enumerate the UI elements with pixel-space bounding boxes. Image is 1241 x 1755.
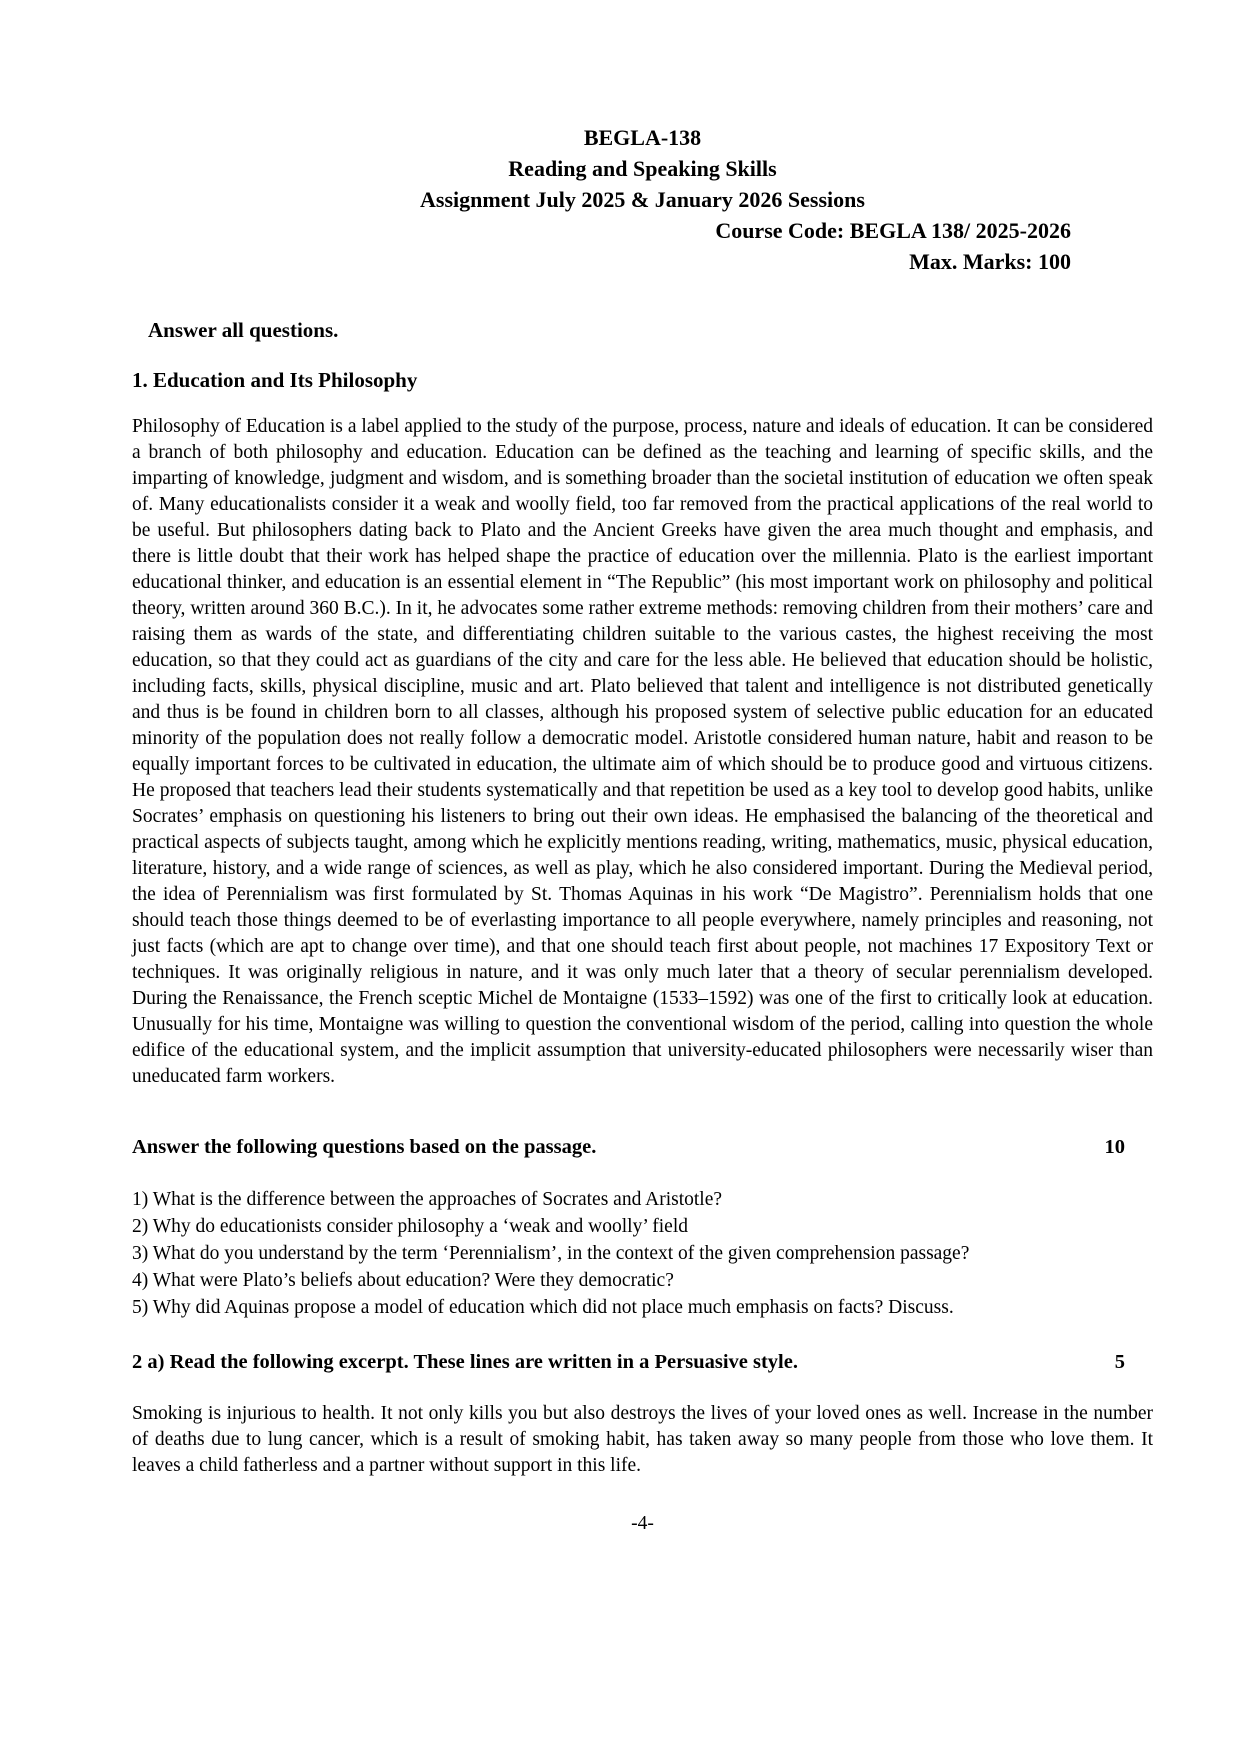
page-number: -4- [631, 1513, 654, 1534]
questions-header-row [132, 1134, 1153, 1160]
answer-all-instruction: Answer all questions. [148, 318, 339, 342]
assignment-session: Assignment July 2025 & January 2026 Sessions [420, 187, 865, 212]
questions-marks: 10 [1104, 1136, 1125, 1158]
section1-heading: 1. Education and Its Philosophy [132, 368, 418, 392]
course-number: BEGLA-138 [583, 125, 702, 150]
question-item: 5) Why did Aquinas propose a model of education which did not place much emphasis on facts? Discuss. [132, 1297, 954, 1318]
title-block [132, 122, 1153, 215]
question-item: 4) What were Plato’s beliefs about education? Were they democratic? [132, 1270, 674, 1291]
section2-marks: 5 [1114, 1351, 1125, 1373]
question-item: 1) What is the difference between the approaches of Socrates and Aristotle? [132, 1189, 723, 1210]
questions-title: Answer the following questions based on the passage. [132, 1136, 597, 1158]
comprehension-passage: Philosophy of Education is a label applied to the study of the purpose, process, nature and ideals of education. It can be considered a branch of both philosophy and education. Education can be defined as the teaching and learning of specific skills, and the imparting of knowledge, judgment and wisdom, and is something broader than the societal institution of education we often speak of. Many educationalists consider it a weak and woolly field, too far removed from the practical applications of the real world to be useful. But philosophers dating back to Plato and the Ancient Greeks have given the area much thought and emphasis, and there is little doubt that their work has helped shape the practice of education over the millennia. Plato is the earliest important educational thinker, and education is an essential element in “The Republic” (his most important work on philosophy and political theory, written around 360 B.C.). In it, he advocates some rather extreme methods: removing children from their mothers’ care and raising them as wards of the state, and differentiating children suitable to the various castes, the highest receiving the most education, so that they could act as guardians of the city and care for the less able. He believed that education should be holistic, including facts, skills, physical discipline, music and art. Plato believed that talent and intelligence is not distributed genetically and thus is be found in children born to all classes, although his proposed system of selective public education for an educated minority of the population does not really follow a democratic model. Aristotle considered human nature, habit and reason to be equally important forces to be cultivated in education, the ultimate aim of which should be to produce good and virtuous citizens. He proposed that teachers lead their students systematically and that repetition be used as a key tool to develop good habits, unlike Socrates’ emphasis on questioning his listeners to bring out their own ideas. He emphasised the balancing of the theoretical and practical aspects of subjects taught, among which he explicitly mentions reading, writing, mathematics, music, physical education, literature, history, and a wide range of sciences, as well as play, which he also considered important. During the Medieval period, the idea of Perennialism was first formulated by St. Thomas Aquinas in his work “De Magistro”. Perennialism holds that one should teach those things deemed to be of everlasting importance to all people everywhere, namely principles and reasoning, not just facts (which are apt to change over time), and that one should teach first about people, not machines 17 Expository Text or techniques. It was originally religious in nature, and it was only much later that a theory of secular perennialism developed. During the Renaissance, the French sceptic Michel de Montaigne (1533–1592) was one of the first to critically look at education. Unusually for his time, Montaigne was willing to question the conventional wisdom of the period, calling into question the whole edifice of the educational system, and the implicit assumption that university-educated philosophers were necessarily wiser than uneducated farm workers. [132, 416, 1153, 1087]
course-title: Reading and Speaking Skills [508, 156, 777, 181]
question-item: 3) What do you understand by the term ‘Perennialism’, in the context of the given comprehension passage? [132, 1243, 970, 1264]
section2-header-row [132, 1349, 1153, 1375]
persuasive-excerpt: Smoking is injurious to health. It not only kills you but also destroys the lives of your loved ones as well. Increase in the number of deaths due to lung cancer, which is a result of smoking habit, has taken away so many people from those who love them. It leaves a child fatherless and a partner without support in this life. [132, 1403, 1153, 1476]
questions-list [132, 1186, 1153, 1321]
question-item: 2) Why do educationists consider philosophy a ‘weak and woolly’ field [132, 1216, 688, 1237]
section2-heading: 2 a) Read the following excerpt. These lines are written in a Persuasive style. [132, 1351, 798, 1373]
course-code: Course Code: BEGLA 138/ 2025-2026 [715, 218, 1071, 243]
max-marks: Max. Marks: 100 [909, 249, 1071, 274]
